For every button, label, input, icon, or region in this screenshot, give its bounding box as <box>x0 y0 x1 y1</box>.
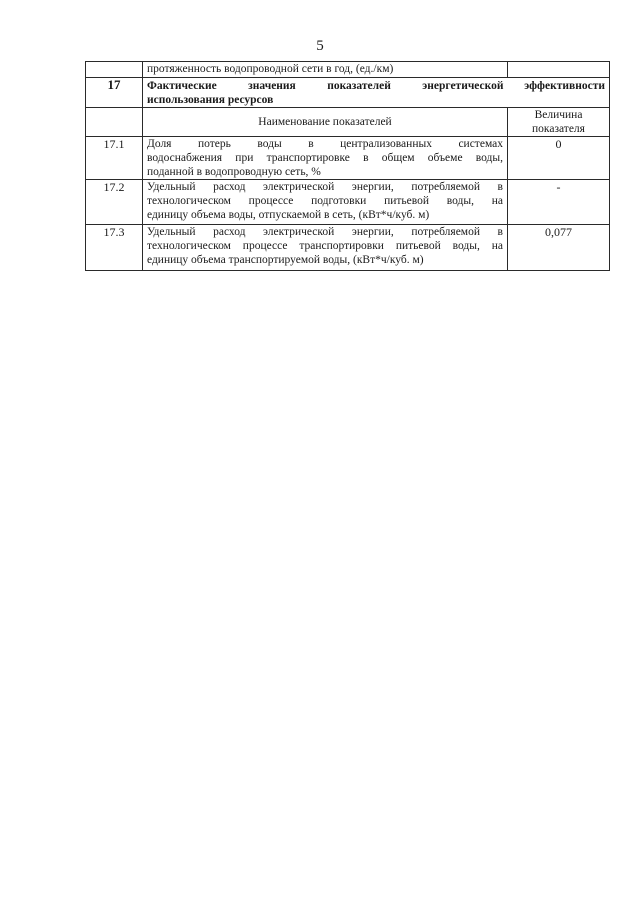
section-title-line1: Фактические значения показателей энергетической <box>147 80 504 92</box>
row-name-line: технологическом процессе транспортировки питьевой воды, на <box>147 240 503 252</box>
row-name-line: Удельный расход электрической энергии, потребляемой в <box>147 181 503 193</box>
row-name-line: Удельный расход электрической энергии, потребляемой в <box>147 226 503 238</box>
row-number: 17.2 <box>86 180 143 225</box>
row-name-line: единицу объема воды, отпускаемой в сеть, (кВт*ч/куб. м) <box>147 209 430 221</box>
row-name <box>143 137 508 180</box>
table-header-row <box>86 108 610 137</box>
row-name-line: технологическом процессе подготовки питьевой воды, на <box>147 195 503 207</box>
table-row <box>86 225 610 271</box>
indicators-table <box>85 61 610 271</box>
header-number-empty <box>86 108 143 137</box>
page-number: 5 <box>316 38 324 54</box>
table-row-section <box>86 78 610 108</box>
table-row <box>86 137 610 180</box>
section-title <box>143 78 508 108</box>
table-row <box>86 180 610 225</box>
row-name-line: Доля потерь воды в централизованных системах <box>147 138 503 150</box>
row-value: 0 <box>508 137 610 180</box>
row-name-line: водоснабжения при транспортировке в общем объеме воды, <box>147 152 503 164</box>
row-value: - <box>508 180 610 225</box>
header-name: Наименование показателей <box>143 108 508 137</box>
section-title-tail: эффективности <box>508 78 610 108</box>
section-number: 17 <box>86 78 143 108</box>
row-number: 17.1 <box>86 137 143 180</box>
row-value: 0,077 <box>508 225 610 271</box>
header-value: Величина показателя <box>508 108 610 137</box>
row-number: 17.3 <box>86 225 143 271</box>
cell-value-empty <box>508 62 610 78</box>
row-name-line: единицу объема транспортируемой воды, (кВт*ч/куб. м) <box>147 254 424 266</box>
section-title-line2: использования ресурсов <box>147 94 274 106</box>
row-name-line: поданной в водопроводную сеть, % <box>147 166 321 178</box>
row-name <box>143 225 508 271</box>
cell-number-empty <box>86 62 143 78</box>
cell-name-continuation: протяженность водопроводной сети в год, (ед./км) <box>143 62 508 78</box>
row-name <box>143 180 508 225</box>
table-row-continuation <box>86 62 610 78</box>
